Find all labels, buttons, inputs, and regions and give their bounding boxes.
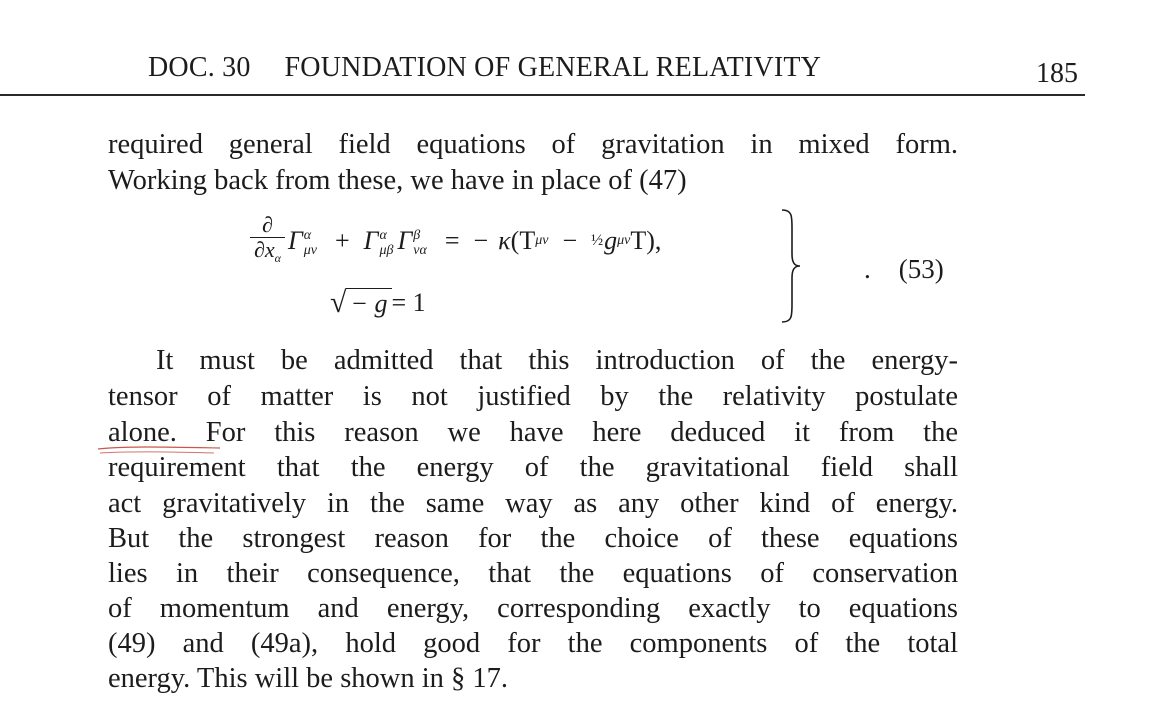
body-line: lies in their consequence, that the equations of conservation [108, 558, 958, 589]
body-line: act gravitatively in the same way as any other kind of energy. [108, 488, 958, 519]
equation-row-field: $\frac{\partial}{\partial x_\alpha}$ Γ α μν + Γ α μβ Γ β να = − κ (T μν − ½ g μν T), [250, 208, 661, 274]
page-number: 185 [1036, 58, 1078, 89]
running-title: FOUNDATION OF GENERAL RELATIVITY [284, 52, 822, 83]
equation-number: . (53) [864, 254, 944, 284]
minus-sign: − [562, 226, 578, 255]
equation-53 [250, 208, 970, 326]
plus-sign: + [335, 226, 350, 255]
sqrt-symbol: √ [330, 286, 347, 319]
christoffel-symbol: Γ [287, 226, 303, 255]
kappa-symbol: κ [498, 226, 511, 255]
body-line: of momentum and energy, corresponding exactly to equations [108, 593, 958, 624]
body-line: requirement that the energy of the gravitational field shall [108, 452, 958, 483]
body-line: tensor of matter is not justified by the relativity postulate [108, 381, 958, 412]
body-line: But the strongest reason for the choice of these equations [108, 523, 958, 554]
one-half: ½ [591, 232, 604, 249]
christoffel-symbol: Γ [397, 226, 413, 255]
red-underline-mark [96, 443, 226, 457]
equals-sign: = [444, 226, 460, 255]
body-line: required general field equations of gravitation in mixed form. [108, 129, 958, 160]
body-line: energy. This will be shown in § 17. [108, 663, 509, 694]
equation-row-determinant: √ − g = 1 [330, 286, 426, 319]
running-head [148, 52, 821, 84]
minus-sign: − [473, 226, 489, 255]
body-line: Working back from these, we have in place of (47) [108, 165, 687, 196]
body-line: (49) and (49a), hold good for the components of the total [108, 628, 958, 659]
doc-label: DOC. 30 [148, 52, 251, 83]
body-line: alone. For this reason we have here deduced it from the [108, 417, 958, 448]
header-rule [0, 94, 1085, 96]
body-line: It must be admitted that this introduction of the energy- [156, 345, 958, 376]
christoffel-symbol: Γ [363, 226, 379, 255]
right-brace [780, 208, 804, 324]
partial-derivative: $\frac{\partial}{\partial x_\alpha}$ [250, 213, 285, 270]
